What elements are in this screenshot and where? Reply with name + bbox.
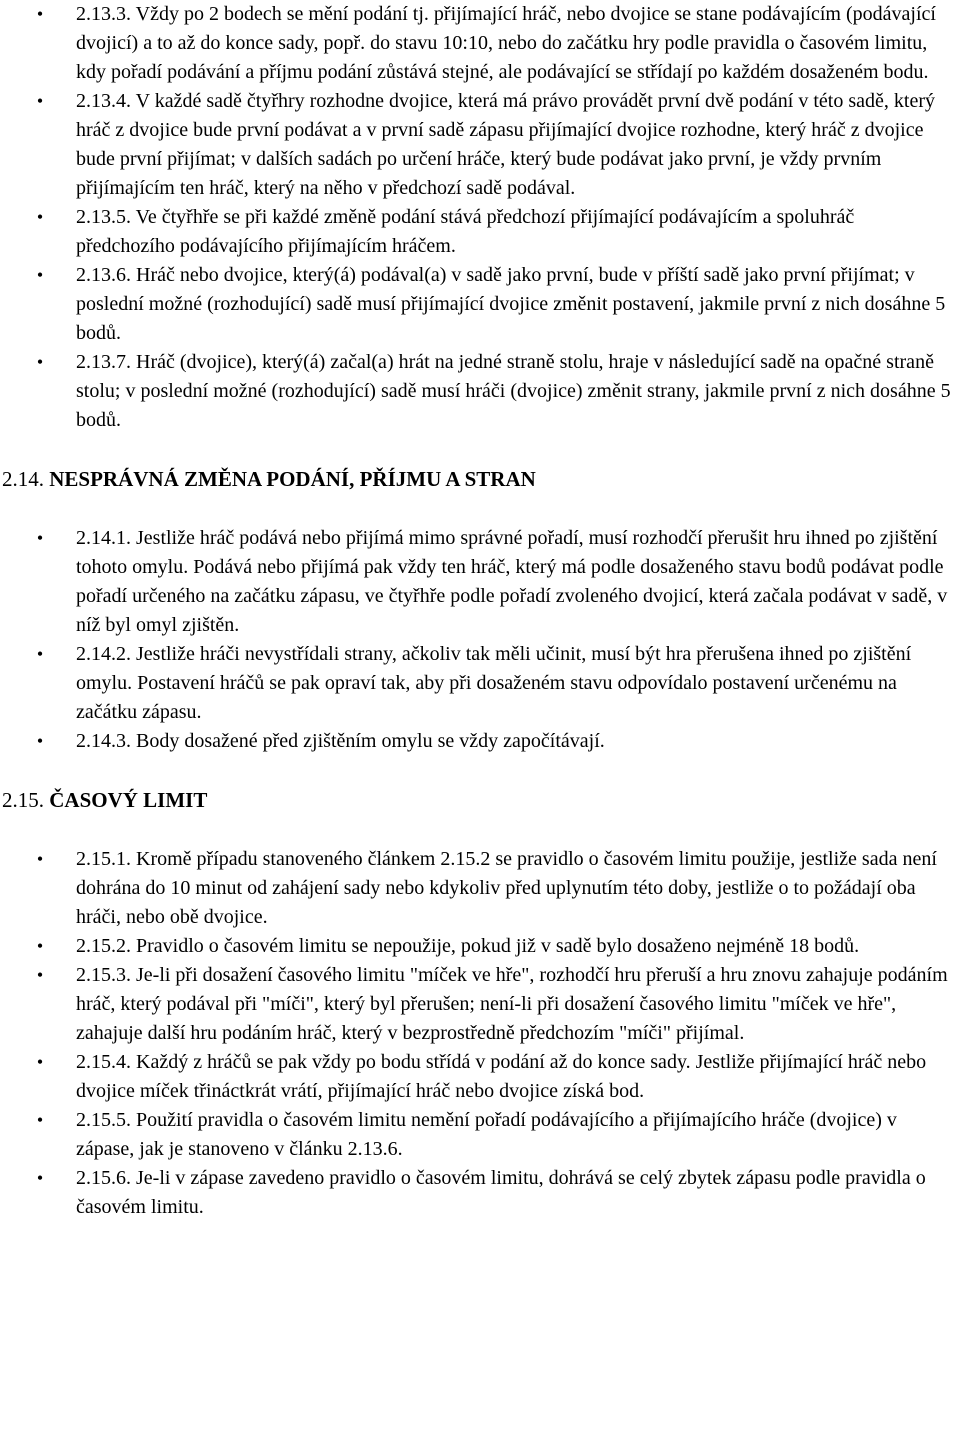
- paragraph-text: 2.15.2. Pravidlo o časovém limitu se nepoužije, pokud již v sadě bylo dosaženo nejméně 18 bodů.: [76, 935, 860, 957]
- list-item: [0, 727, 960, 756]
- bullet-icon: •: [36, 1110, 44, 1130]
- bullet-icon: •: [36, 352, 44, 372]
- list-item: [0, 524, 960, 640]
- paragraph-text: 2.14.3. Body dosažené před zjištěním omylu se vždy započítávají.: [76, 730, 605, 752]
- list-item: [0, 1048, 960, 1106]
- list-item: [0, 87, 960, 203]
- bullet-icon: •: [36, 4, 44, 24]
- paragraph-text: 2.14.1. Jestliže hráč podává nebo přijímá mimo správné pořadí, musí rozhodčí přerušit hru ihned po zjištění tohoto omylu. Podává nebo přijímá pak vždy ten hráč, který má podle dosaženého stavu bodů podávat podle pořadí určeného na začátku zápasu, ve čtyřhře podle pořadí zvoleného dvojicí, která začala podávat v sadě, v níž byl omyl zjištěn.: [76, 527, 948, 636]
- bullet-icon: •: [36, 1052, 44, 1072]
- section-title: NESPRÁVNÁ ZMĚNA PODÁNÍ, PŘÍJMU A STRAN: [49, 467, 536, 491]
- section-2-14-list: [0, 524, 960, 756]
- bullet-icon: •: [36, 644, 44, 664]
- paragraph-text: 2.13.3. Vždy po 2 bodech se mění podání tj. přijímající hráč, nebo dvojice se stane podávajícím (podávající dvojicí) a to až do konce sady, popř. do stavu 10:10, nebo do začátku hry podle pravidla o časovém limitu, kdy pořadí podávání a příjmu podání zůstává stejné, ale podávající se střídají po každém dosaženém bodu.: [76, 3, 936, 83]
- paragraph-text: 2.15.3. Je-li při dosažení časového limitu "míček ve hře", rozhodčí hru přeruší a hru znovu zahajuje podáním hráč, který podával při "míči", který byl přerušen; není-li při dosažení časového limitu "míček ve hře", zahajuje další hru podáním hráč, který v bezprostředně předchozím "míči" přijímal.: [76, 964, 948, 1044]
- list-item: [0, 348, 960, 435]
- list-item: [0, 845, 960, 932]
- bullet-icon: •: [36, 731, 44, 751]
- bullet-icon: •: [36, 936, 44, 956]
- list-item: [0, 261, 960, 348]
- section-heading-2-14: [0, 465, 960, 494]
- paragraph-text: 2.13.6. Hráč nebo dvojice, který(á) podával(a) v sadě jako první, bude v příští sadě jako první přijímat; v poslední možné (rozhodující) sadě musí přijímající dvojice změnit postavení, jakmile první z nich dosáhne 5 bodů.: [76, 264, 946, 344]
- bullet-icon: •: [36, 528, 44, 548]
- section-title: ČASOVÝ LIMIT: [49, 788, 208, 812]
- list-item: [0, 1106, 960, 1164]
- paragraph-text: 2.15.6. Je-li v zápase zavedeno pravidlo o časovém limitu, dohrává se celý zbytek zápasu podle pravidla o časovém limitu.: [76, 1167, 926, 1218]
- bullet-icon: •: [36, 1168, 44, 1188]
- paragraph-text: 2.15.4. Každý z hráčů se pak vždy po bodu střídá v podání až do konce sady. Jestliže přijímající hráč nebo dvojice míček třináctkrát vrátí, přijímající hráč nebo dvojice získá bod.: [76, 1051, 927, 1102]
- list-item: [0, 640, 960, 727]
- section-number: 2.14.: [2, 467, 44, 491]
- bullet-icon: •: [36, 265, 44, 285]
- list-item: [0, 0, 960, 87]
- section-2-15-list: [0, 845, 960, 1222]
- paragraph-text: 2.15.1. Kromě případu stanoveného článkem 2.15.2 se pravidlo o časovém limitu použije, jestliže sada není dohrána do 10 minut od zahájení sady nebo kdykoliv před uplynutím této doby, jestliže o to požádají oba hráči, nebo obě dvojice.: [76, 848, 937, 928]
- bullet-icon: •: [36, 965, 44, 985]
- list-item: [0, 961, 960, 1048]
- bullet-icon: •: [36, 849, 44, 869]
- section-2-13-list: [0, 0, 960, 435]
- paragraph-text: 2.13.7. Hráč (dvojice), který(á) začal(a) hrát na jedné straně stolu, hraje v následující sadě na opačné straně stolu; v poslední možné (rozhodující) sadě musí hráči (dvojice) změnit strany, jakmile první z nich dosáhne 5 bodů.: [76, 351, 951, 431]
- section-heading-2-15: [0, 786, 960, 815]
- list-item: [0, 1164, 960, 1222]
- paragraph-text: 2.13.5. Ve čtyřhře se při každé změně podání stává předchozí přijímající podávajícím a spoluhráč předchozího podávajícího přijímajícím hráčem.: [76, 206, 855, 257]
- paragraph-text: 2.14.2. Jestliže hráči nevystřídali strany, ačkoliv tak měli učinit, musí být hra přerušena ihned po zjištění omylu. Postavení hráčů se pak opraví tak, aby při dosaženém stavu odpovídalo postavení určenému na začátku zápasu.: [76, 643, 912, 723]
- paragraph-text: 2.15.5. Použití pravidla o časovém limitu nemění pořadí podávajícího a přijímajícího hráče (dvojice) v zápase, jak je stanoveno v článku 2.13.6.: [76, 1109, 897, 1160]
- list-item: [0, 203, 960, 261]
- list-item: [0, 932, 960, 961]
- paragraph-text: 2.13.4. V každé sadě čtyřhry rozhodne dvojice, která má právo provádět první dvě podání v této sadě, který hráč z dvojice bude první podávat a v první sadě zápasu přijímající dvojice rozhodne, který hráč z dvojice bude první přijímat; v dalších sadách po určení hráče, který bude podávat jako první, je vždy prvním přijímajícím ten hráč, který na něho v předchozí sadě podával.: [76, 90, 935, 199]
- bullet-icon: •: [36, 207, 44, 227]
- section-number: 2.15.: [2, 788, 44, 812]
- bullet-icon: •: [36, 91, 44, 111]
